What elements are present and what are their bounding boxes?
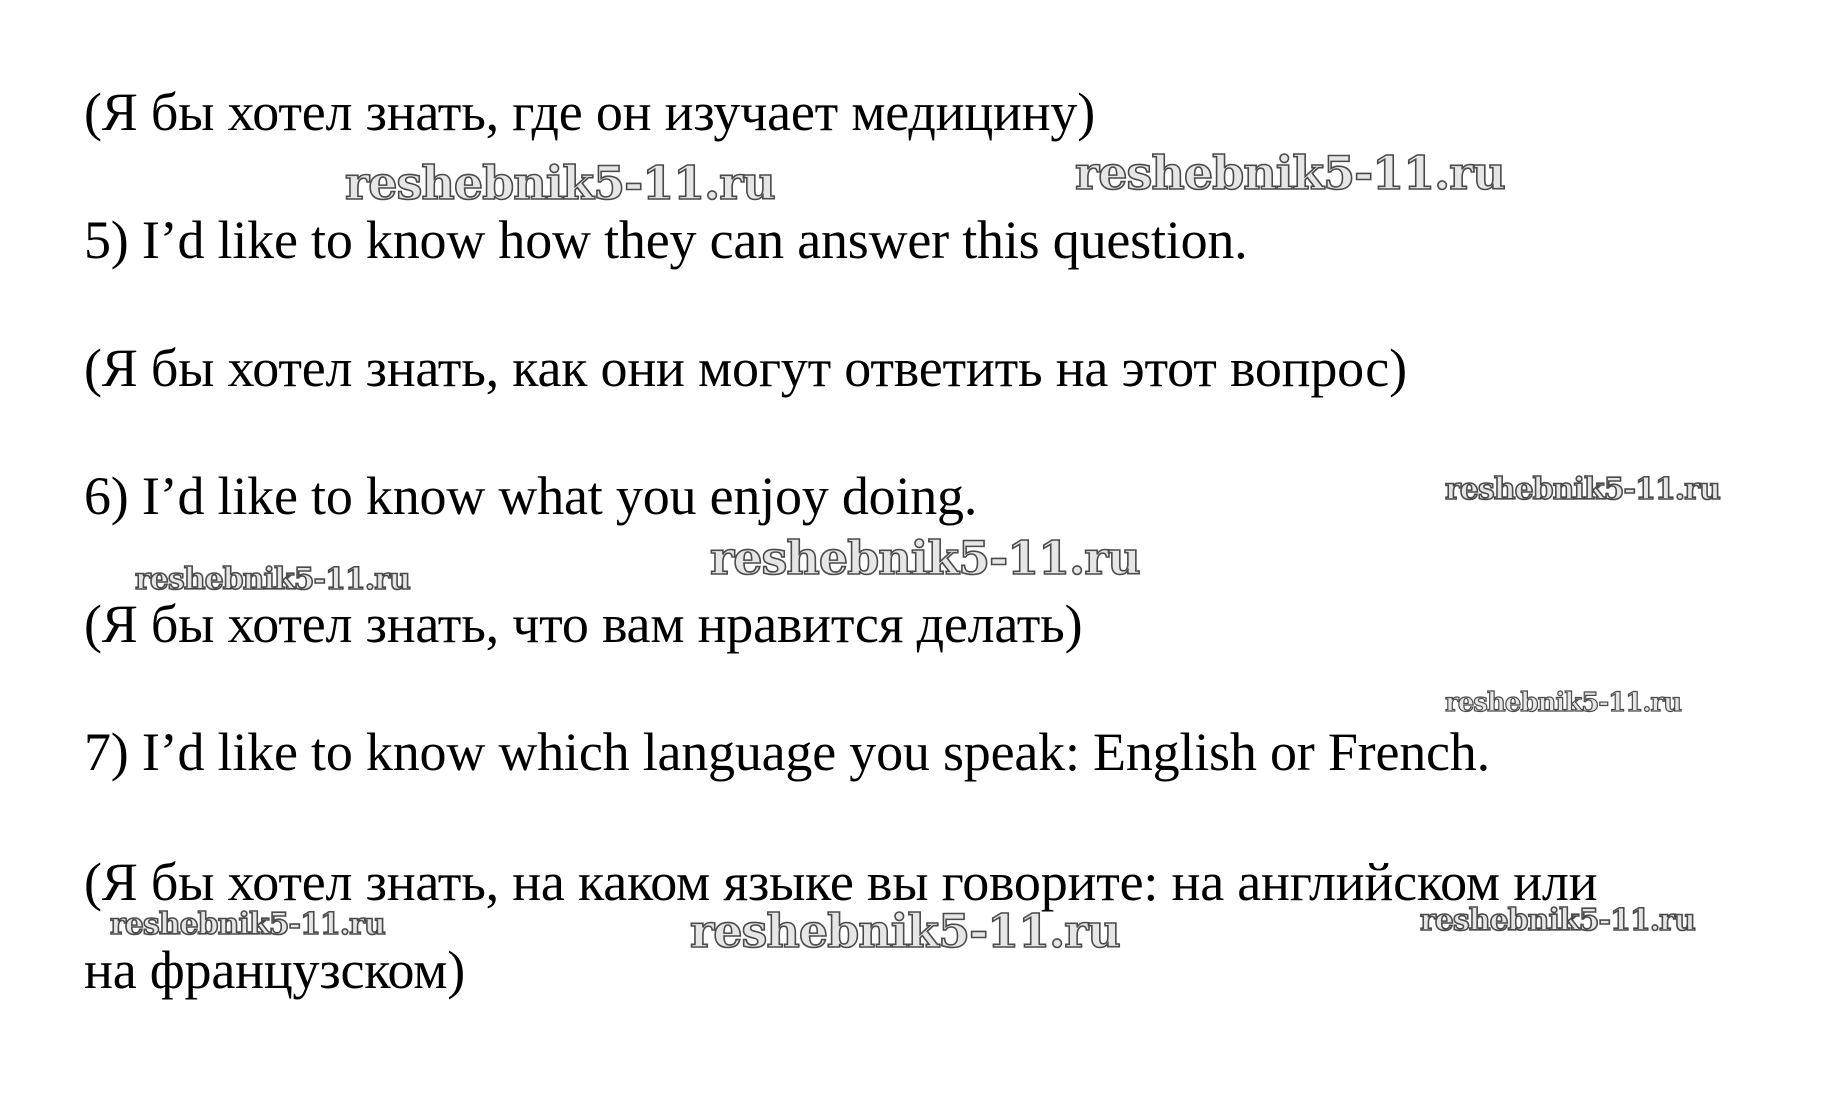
watermark-2: reshebnik5-11.ru — [1075, 146, 1505, 200]
text-line-7: (Я бы хотел знать, на каком языке вы говорите: на английском или — [84, 852, 1598, 912]
watermark-4: reshebnik5-11.ru — [710, 531, 1140, 585]
watermark-3: reshebnik5-11.ru — [1445, 472, 1720, 507]
watermark-1: reshebnik5-11.ru — [345, 156, 775, 210]
text-line-2: 5) I’d like to know how they can answer this question. — [84, 210, 1248, 270]
watermark-7: reshebnik5-11.ru — [110, 907, 385, 942]
watermark-6: reshebnik5-11.ru — [1445, 688, 1682, 718]
text-line-6: 7) I’d like to know which language you speak: English or French. — [84, 722, 1490, 782]
watermark-9: reshebnik5-11.ru — [1420, 903, 1695, 938]
text-line-8: на французском) — [84, 940, 466, 1000]
text-line-1: (Я бы хотел знать, где он изучает медицину) — [84, 82, 1095, 142]
watermark-8: reshebnik5-11.ru — [690, 904, 1120, 958]
text-line-3: (Я бы хотел знать, как они могут ответить на этот вопрос) — [84, 338, 1407, 398]
text-line-5: (Я бы хотел знать, что вам нравится делать) — [84, 594, 1083, 654]
watermark-5: reshebnik5-11.ru — [135, 562, 410, 597]
text-line-4: 6) I’d like to know what you enjoy doing. — [84, 466, 978, 526]
